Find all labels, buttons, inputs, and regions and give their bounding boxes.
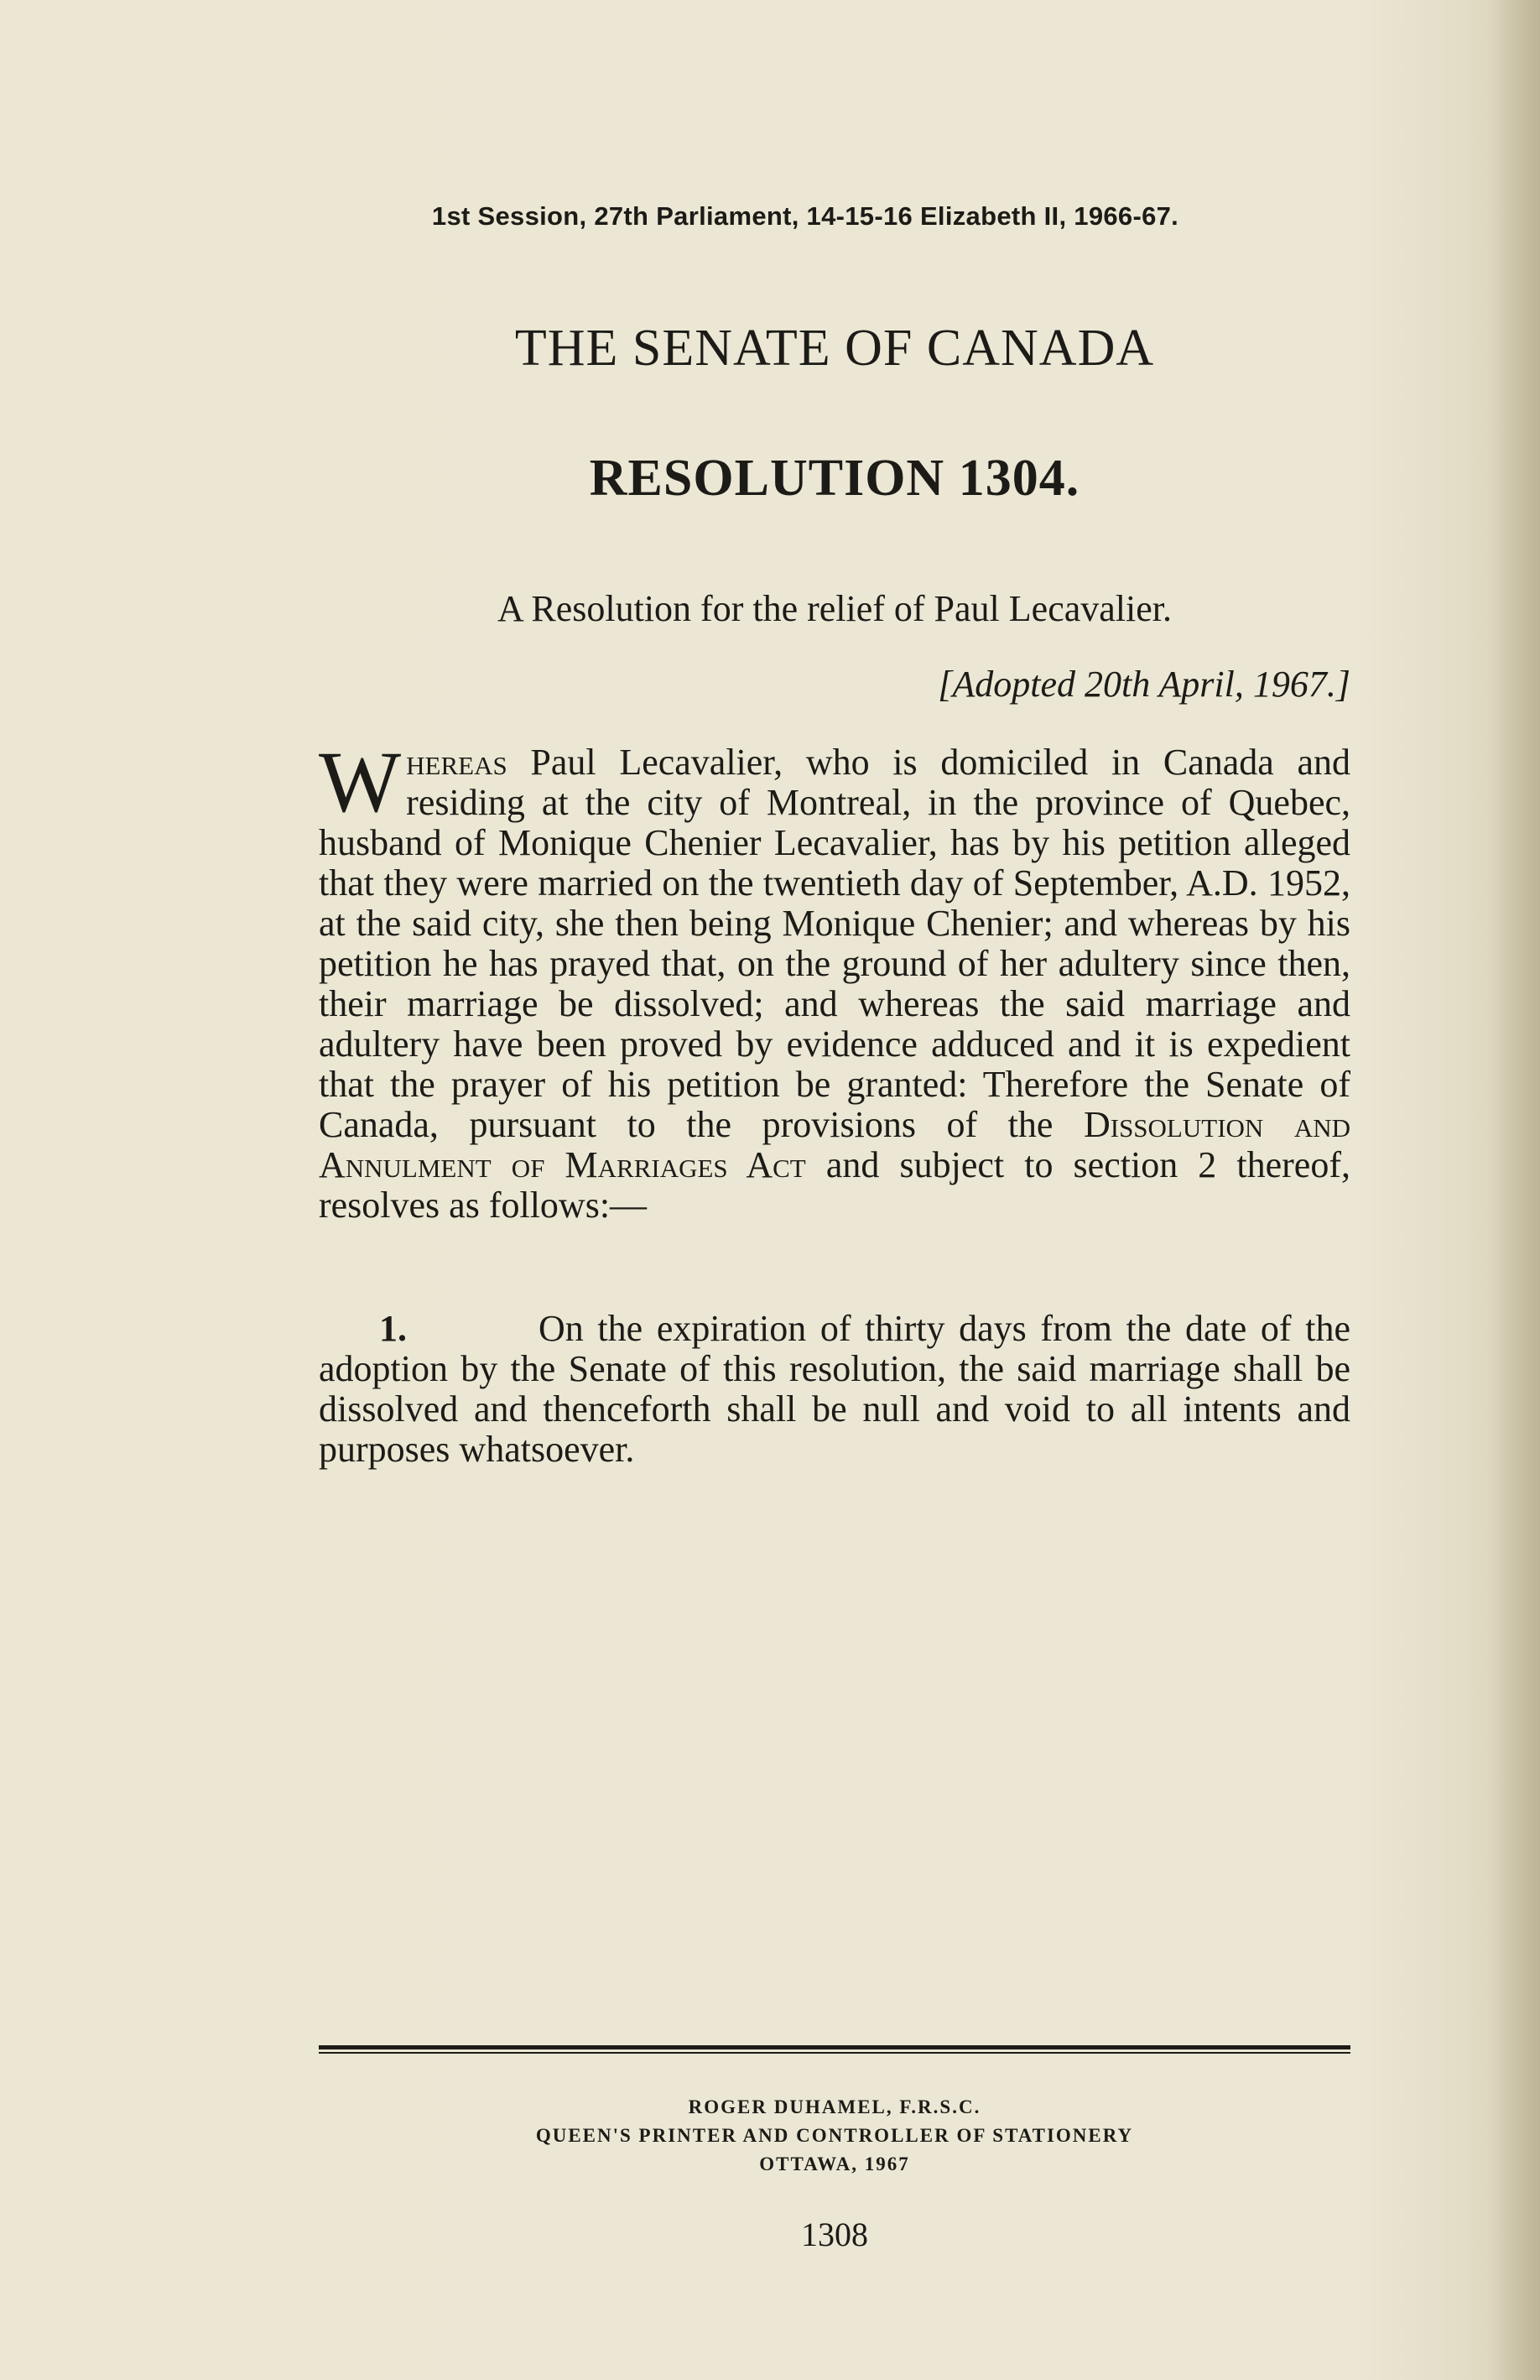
imprint-line-3: OTTAWA, 1967 <box>759 2153 910 2174</box>
session-line: 1st Session, 27th Parliament, 14-15-16 Elizabeth II, 1966-67. <box>431 201 1179 231</box>
imprint-line-2: QUEEN'S PRINTER AND CONTROLLER OF STATIONERY <box>535 2125 1134 2146</box>
section-number: 1. <box>379 1308 407 1349</box>
preamble-text-1: Paul Lecavalier, who is domiciled in Canada and residing at the city of Montreal, in the province of Quebec, husband of Monique Chenier Lecavalier, has by his petition alleged that they were married on the twentieth day of September, A.D. 1952, at the said city, she then being Monique Chenier; and whereas by his petition he has prayed that, on the ground of her adultery since then, their marriage be dissolved; and whereas the said marriage and adultery have been proved by evidence adduced and it is expedient that the prayer of his petition be granted: Therefore the Senate of Canada, pursuant to the provisions of the <box>319 742 1350 1145</box>
resolution-subtitle: A Resolution for the relief of Paul Lecavalier. <box>497 588 1172 629</box>
footer-rule-thin <box>319 2052 1350 2054</box>
resolution-heading: RESOLUTION 1304. <box>589 450 1080 507</box>
senate-heading: THE SENATE OF CANADA <box>514 320 1155 377</box>
section-1-paragraph <box>319 1309 1350 1470</box>
preamble-text-2: and subject to section 2 thereof, resolves as follows:— <box>319 1144 1350 1226</box>
preamble-paragraph <box>319 734 1350 1226</box>
drop-cap: W <box>319 734 402 831</box>
page-number: 1308 <box>801 2216 868 2253</box>
page-edge-shadow <box>1490 0 1540 2380</box>
adoption-date: [Adopted 20th April, 1967.] <box>938 664 1350 705</box>
section-1-text: On the expiration of thirty days from the date of the adoption by the Senate of this resolution, the said marriage shall be dissolved and thenceforth shall be null and void to all intents and purposes whatsoever. <box>319 1308 1350 1470</box>
printer-imprint <box>319 2093 1350 2179</box>
lead-word: hereas <box>406 742 507 783</box>
imprint-line-1: ROGER DUHAMEL, F.R.S.C. <box>688 2096 981 2117</box>
act-name: Dissolution and Annulment of Marriages Act <box>319 1104 1350 1185</box>
footer-rule-thick <box>319 2045 1350 2049</box>
